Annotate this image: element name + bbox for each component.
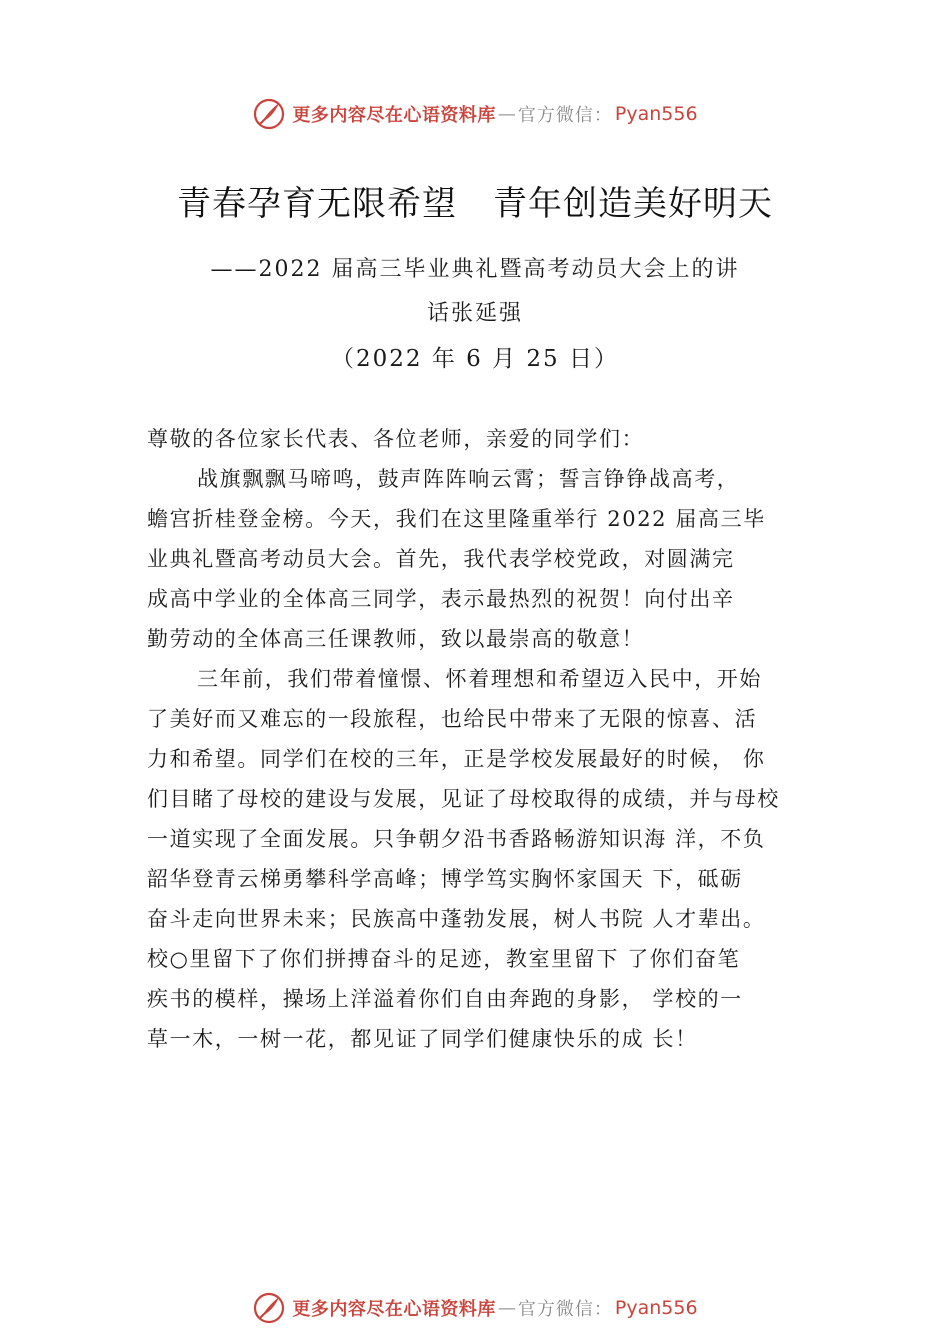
subtitle-line-1: ——2022 届高三毕业典礼暨高考动员大会上的讲 xyxy=(210,257,740,282)
banner-title: 更多内容尽在心语资料库 xyxy=(292,105,496,126)
text-line: 校○里留下了你们拼搏奋斗的足迹，教室里留下 了你们奋笔 xyxy=(147,947,741,971)
speech-date: （2022 年 6 月 25 日） xyxy=(331,346,619,372)
text-line: 们目睹了母校的建设与发展，见证了母校取得的成绩，并与母校 xyxy=(147,787,780,811)
text-line: 战旗飘飘马啼鸣，鼓声阵阵响云霄；誓言铮铮战高考， xyxy=(197,467,740,491)
document-title xyxy=(0,176,950,225)
text-line: 了美好而又难忘的一段旅程，也给民中带来了无限的惊喜、活 xyxy=(147,707,758,731)
text-line: 三年前，我们带着憧憬、怀着理想和希望迈入民中，开始 xyxy=(197,667,762,691)
text-line: 蟾宫折桂登金榜。今天，我们在这里隆重举行 2022 届高三毕 xyxy=(147,507,766,531)
speech-body xyxy=(147,419,837,1059)
paragraph-1 xyxy=(147,459,837,659)
title-part-1: 青春孕育无限希望 xyxy=(177,184,457,224)
text-line: 一道实现了全面发展。只争朝夕沿书香路畅游知识海 洋，不负 xyxy=(147,827,766,851)
subtitle-line-2: 话张延强 xyxy=(426,301,523,326)
banner-wechat-id: Pyan556 xyxy=(614,1297,698,1319)
quill-logo-icon xyxy=(252,1291,286,1325)
header-banner xyxy=(0,94,950,134)
title-part-2: 青年创造美好明天 xyxy=(493,184,773,224)
banner-separator: — xyxy=(497,103,516,125)
text-line: 草一木，一树一花，都见证了同学们健康快乐的成 长！ xyxy=(147,1027,698,1051)
banner-wechat-label: 官方微信： xyxy=(517,105,613,126)
text-line: 疾书的模样，操场上洋溢着你们自由奔跑的身影， 学校的一 xyxy=(147,987,743,1011)
salutation: 尊敬的各位家长代表、各位老师，亲爱的同学们： xyxy=(147,427,645,451)
quill-logo-icon xyxy=(252,97,286,131)
footer-banner xyxy=(0,1288,950,1328)
text-line: 业典礼暨高考动员大会。首先，我代表学校党政，对圆满完 xyxy=(147,547,735,571)
text-line: 奋斗走向世界未来；民族高中蓬勃发展，树人书院 人才辈出。 xyxy=(147,907,766,931)
text-line: 韶华登青云梯勇攀科学高峰；博学笃实胸怀家国天 下，砥砺 xyxy=(147,867,743,891)
banner-separator: — xyxy=(497,1297,516,1319)
banner-wechat-id: Pyan556 xyxy=(614,103,698,125)
text-line: 勤劳动的全体高三任课教师，致以最崇高的敬意！ xyxy=(147,627,645,651)
banner-title: 更多内容尽在心语资料库 xyxy=(292,1299,496,1320)
text-line: 力和希望。同学们在校的三年，正是学校发展最好的时候， 你 xyxy=(147,747,766,771)
banner-wechat-label: 官方微信： xyxy=(517,1299,613,1320)
text-line: 成高中学业的全体高三同学，表示最热烈的祝贺！向付出辛 xyxy=(147,587,735,611)
paragraph-2 xyxy=(147,659,837,1059)
